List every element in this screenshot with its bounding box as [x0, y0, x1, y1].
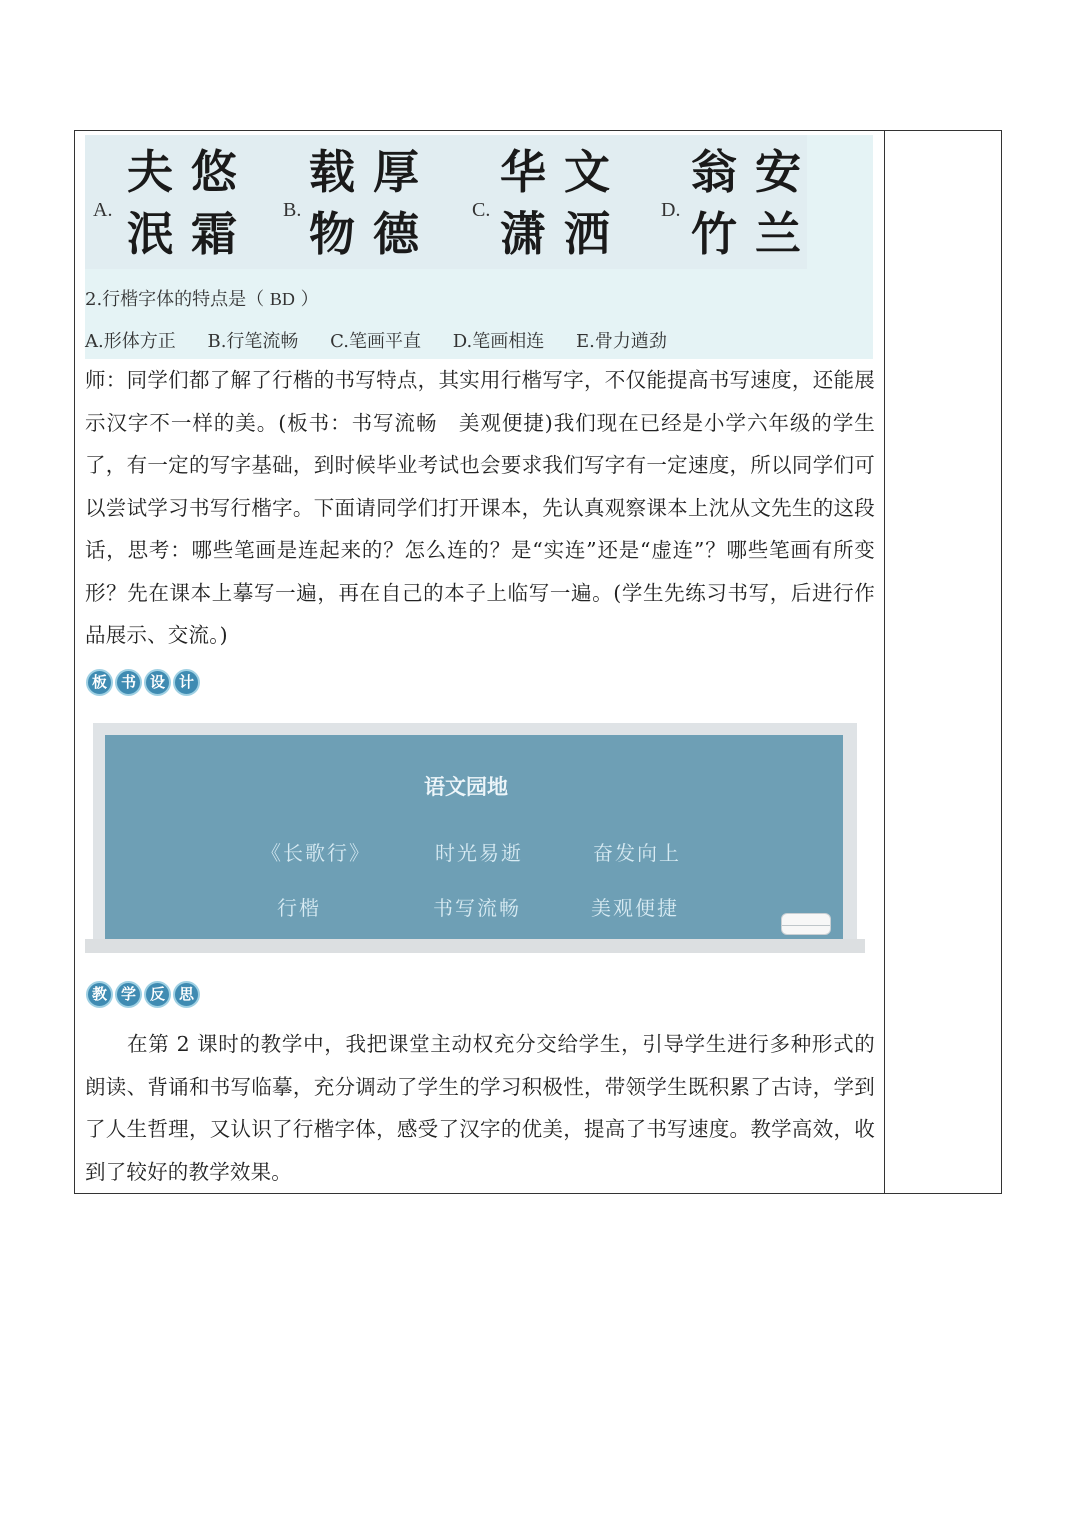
- teacher-paragraph: 师：同学们都了解了行楷的书写特点，其实用行楷写字，不仅能提高书写速度，还能展示汉字不一样的美。(板书：书写流畅 美观便捷)我们现在已经是小学六年级的学生了，有一定的写字基础，到时候毕业考试也会要求我们写字有一定速度，所以同学们可以尝试学习书写行楷字。下面请同学们打开课本，先认真观察课本上沈从文先生的这段话，思考：哪些笔画是连起来的？怎么连的？是“实连”还是“虚连”？哪些笔画有所变形？先在课本上摹写一遍，再在自己的本子上临写一遍。(学生先练习书写，后进行作品展示、交流。): [85, 368, 875, 647]
- blackboard-text: 奋发向上: [593, 841, 681, 865]
- calligraphy-glyph: 载: [309, 145, 355, 199]
- question-2: [85, 285, 319, 311]
- option-letter: A.: [93, 199, 113, 221]
- calligraphy-glyph: 安: [755, 145, 801, 199]
- blackboard-text: 美观便捷: [591, 896, 679, 920]
- badge-char: 反: [144, 981, 171, 1008]
- badge-char: 思: [173, 981, 200, 1008]
- board-design-heading: [86, 669, 200, 696]
- option-letter: D.: [661, 199, 681, 221]
- blackboard-ledge: [85, 939, 865, 953]
- calligraphy-glyph: 洒: [564, 207, 610, 261]
- badge-char: 设: [144, 669, 171, 696]
- calligraphy-glyph: 德: [373, 207, 419, 261]
- calligraphy-glyph: 潇: [500, 207, 546, 261]
- teaching-reflection-heading: [86, 981, 200, 1008]
- calligraphy-glyphs: [303, 141, 425, 265]
- column-divider: [884, 131, 885, 1193]
- calligraphy-glyph: 文: [564, 145, 610, 199]
- calligraphy-glyph: 霜: [191, 207, 237, 261]
- blackboard: [105, 735, 843, 941]
- badge-char: 书: [115, 669, 142, 696]
- option-item: D.笔画相连: [452, 331, 545, 352]
- option-letter: B.: [283, 199, 302, 221]
- option-item: A.形体方正: [85, 331, 176, 352]
- calligraphy-glyphs: [685, 141, 807, 265]
- badge-char: 计: [173, 669, 200, 696]
- badge-char: 教: [86, 981, 113, 1008]
- calligraphy-options: [85, 135, 807, 269]
- blackboard-text: 书写流畅: [433, 896, 521, 920]
- blackboard-text: 行楷: [277, 896, 321, 920]
- calligraphy-glyph: 厚: [373, 145, 419, 199]
- option-item: B.行笔流畅: [207, 331, 299, 352]
- calligraphy-glyph: 翁: [691, 145, 737, 199]
- calligraphy-glyphs: [494, 141, 616, 265]
- question-2-answer: BD: [269, 289, 295, 309]
- reflection-paragraph: 在第 2 课时的教学中，我把课堂主动权充分交给学生，引导学生进行多种形式的朗读、背诵和书写临摹，充分调动了学生的学习积极性，带领学生既积累了古诗，学到了人生哲理，又认识了行楷字体，感受了汉字的优美，提高了书写速度。教学高效，收到了较好的教学效果。: [85, 1032, 875, 1184]
- calligraphy-glyph: 夫: [127, 145, 173, 199]
- question-2-suffix: ）: [294, 289, 319, 310]
- blackboard-text: 时光易逝: [435, 841, 523, 865]
- lesson-content-cell: [75, 131, 884, 1193]
- blackboard-frame: [93, 723, 857, 953]
- calligraphy-glyphs: [121, 141, 243, 265]
- badge-char: 学: [115, 981, 142, 1008]
- blackboard-title: 语文园地: [424, 775, 508, 799]
- question-2-prefix: 2.行楷字体的特点是（: [85, 289, 270, 310]
- badge-char: 板: [86, 669, 113, 696]
- option-item: E.骨力遒劲: [576, 331, 667, 352]
- lesson-table: [74, 130, 1002, 1194]
- calligraphy-glyph: 竹: [691, 207, 737, 261]
- calligraphy-glyph: 华: [500, 145, 546, 199]
- blackboard-text: 《长歌行》: [261, 841, 371, 865]
- question-2-options: [85, 327, 693, 353]
- exercise-box: [85, 135, 873, 359]
- calligraphy-glyph: 兰: [755, 207, 801, 261]
- calligraphy-glyph: 泯: [127, 207, 173, 261]
- eraser-icon: [781, 913, 831, 935]
- calligraphy-glyph: 物: [309, 207, 355, 261]
- option-letter: C.: [472, 199, 491, 221]
- calligraphy-glyph: 悠: [191, 145, 237, 199]
- option-item: C.笔画平直: [330, 331, 422, 352]
